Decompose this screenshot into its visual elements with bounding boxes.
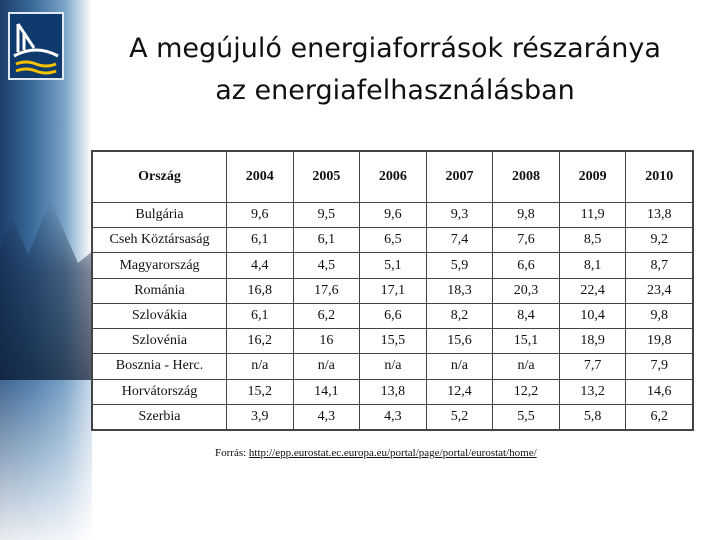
- table-row: [93, 404, 693, 429]
- country-cell: Bulgária: [93, 203, 227, 228]
- value-cell: 8,2: [426, 303, 493, 328]
- country-cell: Horvátország: [93, 379, 227, 404]
- value-cell: 7,6: [493, 228, 560, 253]
- table-row: [93, 228, 693, 253]
- source-label: Forrás:: [215, 447, 249, 459]
- value-cell: 18,9: [559, 329, 626, 354]
- value-cell: n/a: [227, 354, 294, 379]
- value-cell: 8,7: [626, 253, 693, 278]
- table-row: [93, 278, 693, 303]
- column-header-2006: 2006: [360, 152, 427, 203]
- value-cell: 13,2: [559, 379, 626, 404]
- value-cell: 5,1: [360, 253, 427, 278]
- value-cell: 4,5: [293, 253, 360, 278]
- source-note: [215, 447, 537, 459]
- value-cell: 17,1: [360, 278, 427, 303]
- value-cell: 15,1: [493, 329, 560, 354]
- column-header-2005: 2005: [293, 152, 360, 203]
- value-cell: 3,9: [227, 404, 294, 429]
- value-cell: 5,2: [426, 404, 493, 429]
- column-header-2009: 2009: [559, 152, 626, 203]
- value-cell: 6,1: [227, 303, 294, 328]
- mountain-graphic: [0, 200, 92, 380]
- title-line-1: A megújuló energiaforrások részaránya: [129, 33, 661, 64]
- value-cell: 23,4: [626, 278, 693, 303]
- value-cell: 9,8: [626, 303, 693, 328]
- country-cell: Magyarország: [93, 253, 227, 278]
- source-link[interactable]: http://epp.eurostat.ec.europa.eu/portal/page/portal/eurostat/home/: [248, 447, 537, 459]
- value-cell: 4,4: [227, 253, 294, 278]
- value-cell: 16: [293, 329, 360, 354]
- value-cell: 20,3: [493, 278, 560, 303]
- value-cell: 5,8: [559, 404, 626, 429]
- value-cell: 4,3: [360, 404, 427, 429]
- value-cell: 9,3: [426, 203, 493, 228]
- country-cell: Szlovénia: [93, 329, 227, 354]
- value-cell: 8,1: [559, 253, 626, 278]
- table-row: [93, 354, 693, 379]
- bridge-logo-icon: [8, 12, 64, 80]
- value-cell: n/a: [426, 354, 493, 379]
- value-cell: 4,3: [293, 404, 360, 429]
- value-cell: 5,5: [493, 404, 560, 429]
- value-cell: 6,6: [360, 303, 427, 328]
- value-cell: 9,6: [227, 203, 294, 228]
- value-cell: n/a: [493, 354, 560, 379]
- table-body: [93, 203, 693, 430]
- country-cell: Cseh Köztársaság: [93, 228, 227, 253]
- table-row: [93, 379, 693, 404]
- renewable-share-table: [92, 151, 693, 430]
- country-cell: Szlovákia: [93, 303, 227, 328]
- value-cell: 7,7: [559, 354, 626, 379]
- value-cell: 6,5: [360, 228, 427, 253]
- value-cell: 13,8: [626, 203, 693, 228]
- page-title: [95, 28, 695, 112]
- table-row: [93, 203, 693, 228]
- value-cell: 15,6: [426, 329, 493, 354]
- value-cell: 11,9: [559, 203, 626, 228]
- value-cell: 13,8: [360, 379, 427, 404]
- value-cell: 14,6: [626, 379, 693, 404]
- value-cell: 16,2: [227, 329, 294, 354]
- value-cell: 6,6: [493, 253, 560, 278]
- table-header-row: [93, 152, 693, 203]
- value-cell: 22,4: [559, 278, 626, 303]
- country-cell: Szerbia: [93, 404, 227, 429]
- value-cell: 10,4: [559, 303, 626, 328]
- value-cell: 6,2: [626, 404, 693, 429]
- value-cell: 14,1: [293, 379, 360, 404]
- haze-graphic: [0, 380, 92, 540]
- value-cell: 6,1: [293, 228, 360, 253]
- table-row: [93, 329, 693, 354]
- table-row: [93, 253, 693, 278]
- value-cell: 15,2: [227, 379, 294, 404]
- value-cell: 6,2: [293, 303, 360, 328]
- value-cell: n/a: [360, 354, 427, 379]
- value-cell: 7,9: [626, 354, 693, 379]
- value-cell: 12,2: [493, 379, 560, 404]
- value-cell: n/a: [293, 354, 360, 379]
- value-cell: 5,9: [426, 253, 493, 278]
- data-table-frame: [91, 150, 694, 431]
- value-cell: 12,4: [426, 379, 493, 404]
- value-cell: 8,4: [493, 303, 560, 328]
- table-row: [93, 303, 693, 328]
- value-cell: 7,4: [426, 228, 493, 253]
- value-cell: 6,1: [227, 228, 294, 253]
- column-header-2007: 2007: [426, 152, 493, 203]
- value-cell: 9,5: [293, 203, 360, 228]
- column-header-2004: 2004: [227, 152, 294, 203]
- value-cell: 16,8: [227, 278, 294, 303]
- value-cell: 9,8: [493, 203, 560, 228]
- value-cell: 18,3: [426, 278, 493, 303]
- column-header-2010: 2010: [626, 152, 693, 203]
- value-cell: 17,6: [293, 278, 360, 303]
- value-cell: 15,5: [360, 329, 427, 354]
- value-cell: 9,2: [626, 228, 693, 253]
- country-cell: Románia: [93, 278, 227, 303]
- country-cell: Bosznia - Herc.: [93, 354, 227, 379]
- column-header-country: Ország: [93, 152, 227, 203]
- value-cell: 19,8: [626, 329, 693, 354]
- decorative-sidebar: [0, 0, 92, 540]
- value-cell: 8,5: [559, 228, 626, 253]
- title-line-2: az energiafelhasználásban: [215, 75, 575, 106]
- column-header-2008: 2008: [493, 152, 560, 203]
- value-cell: 9,6: [360, 203, 427, 228]
